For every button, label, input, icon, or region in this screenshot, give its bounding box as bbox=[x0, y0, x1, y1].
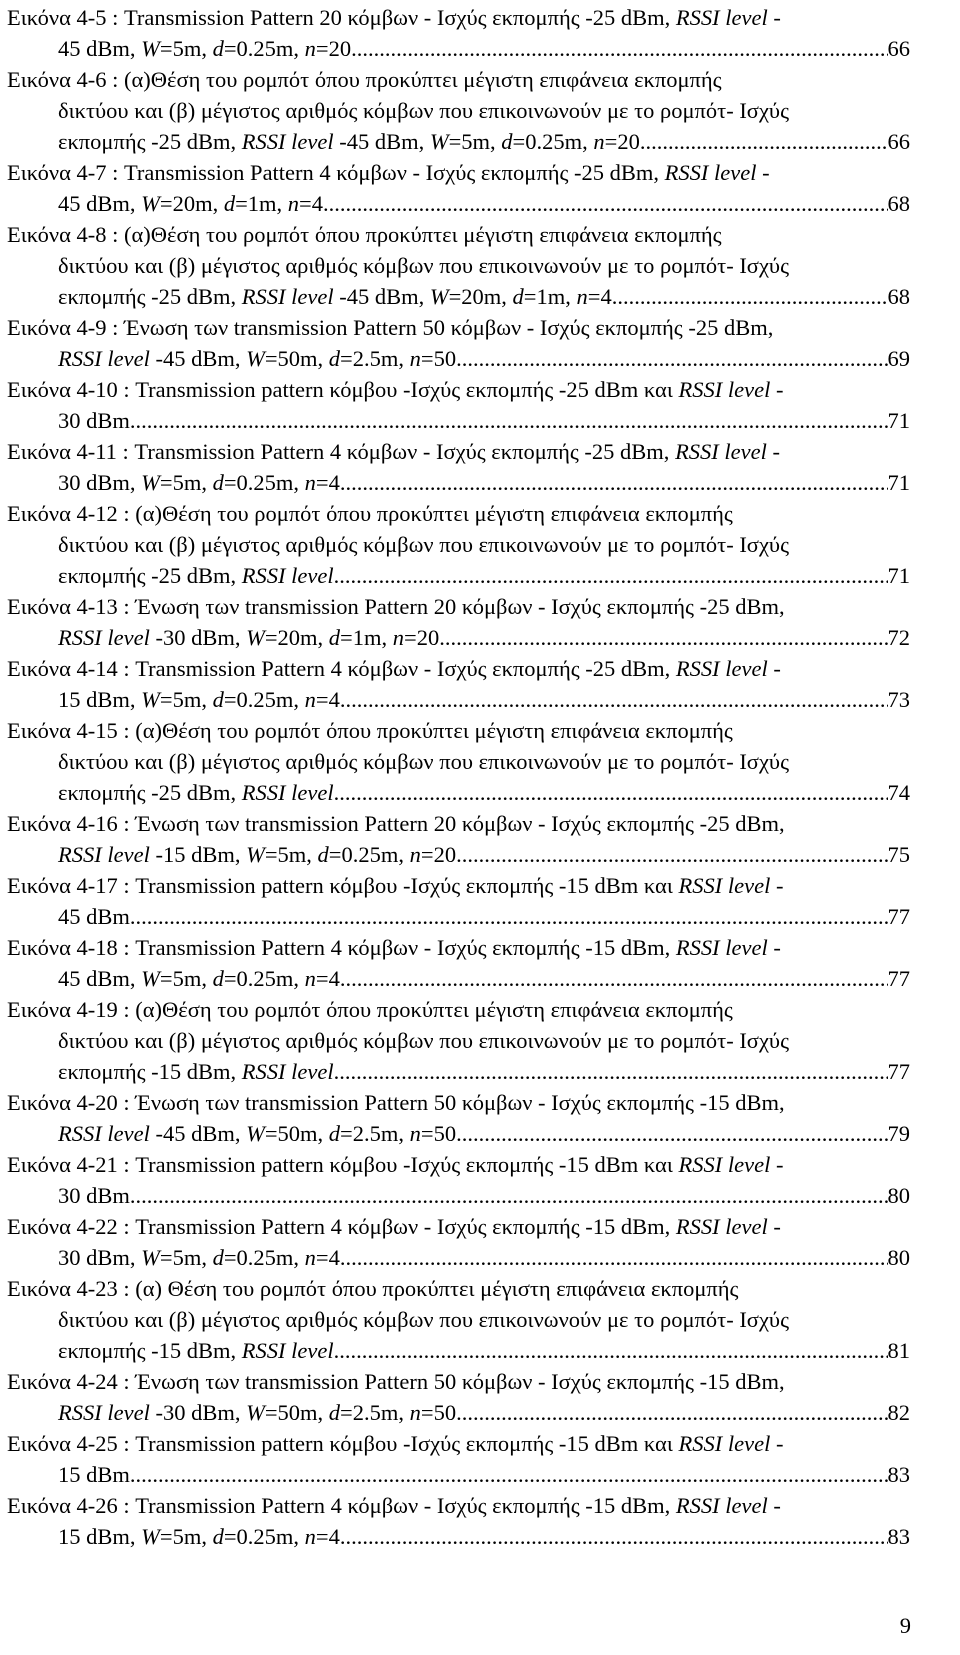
toc-page-number: 66 bbox=[887, 36, 910, 61]
toc-entry[interactable] bbox=[7, 1273, 910, 1366]
dot-leader bbox=[640, 126, 888, 157]
toc-page-number: 71 bbox=[887, 563, 910, 588]
toc-entry-line bbox=[7, 1180, 910, 1211]
toc-entry-text: RSSI level -15 dBm, W=5m, d=0.25m, n=20 bbox=[58, 842, 457, 867]
toc-entry-line bbox=[7, 684, 910, 715]
toc-entry-line: Εικόνα 4-24 : Ένωση των transmission Pattern 50 κόμβων - Ισχύς εκπομπής -15 dBm, bbox=[7, 1369, 785, 1394]
toc-entry[interactable] bbox=[7, 498, 910, 591]
toc-entry-text: 30 dBm bbox=[58, 408, 130, 433]
toc-entry[interactable] bbox=[7, 157, 910, 219]
toc-entry-text: εκπομπής -25 dBm, RSSI level bbox=[58, 780, 334, 805]
dot-leader bbox=[456, 1397, 887, 1428]
toc-entry-line bbox=[7, 126, 910, 157]
toc-entry-line: δικτύου και (β) μέγιστος αριθμός κόμβων που επικοινωνούν με το ρομπότ- Ισχύς bbox=[58, 532, 789, 557]
toc-entry-line: δικτύου και (β) μέγιστος αριθμός κόμβων που επικοινωνούν με το ρομπότ- Ισχύς bbox=[58, 253, 789, 278]
toc-entry-line bbox=[7, 1242, 910, 1273]
toc-entry[interactable] bbox=[7, 808, 910, 870]
toc-entry-line: Εικόνα 4-7 : Transmission Pattern 4 κόμβων - Ισχύς εκπομπής -25 dBm, RSSI level - bbox=[7, 160, 770, 185]
toc-entry[interactable] bbox=[7, 2, 910, 64]
dot-leader bbox=[340, 1521, 888, 1552]
dot-leader bbox=[612, 281, 888, 312]
toc-entry-line bbox=[7, 281, 910, 312]
dot-leader bbox=[334, 1056, 888, 1087]
toc-entry-text: εκπομπής -15 dBm, RSSI level bbox=[58, 1059, 334, 1084]
toc-page-number: 75 bbox=[887, 842, 910, 867]
toc-entry-line: Εικόνα 4-18 : Transmission Pattern 4 κόμβων - Ισχύς εκπομπής -15 dBm, RSSI level - bbox=[7, 935, 781, 960]
toc-entry[interactable] bbox=[7, 715, 910, 808]
toc-entry-line bbox=[7, 1335, 910, 1366]
toc-entry[interactable] bbox=[7, 1211, 910, 1273]
toc-entry-line: Εικόνα 4-15 : (α)Θέση του ρομπότ όπου προκύπτει μέγιστη επιφάνεια εκπομπής bbox=[7, 718, 733, 743]
toc-entry-line bbox=[7, 1459, 910, 1490]
dot-leader bbox=[439, 622, 887, 653]
toc-page-number: 77 bbox=[887, 966, 910, 991]
dot-leader bbox=[456, 839, 887, 870]
toc-entry[interactable] bbox=[7, 932, 910, 994]
toc-page-number: 83 bbox=[887, 1524, 910, 1549]
toc-entry-line bbox=[7, 1397, 910, 1428]
toc-entry[interactable] bbox=[7, 219, 910, 312]
dot-leader bbox=[340, 467, 888, 498]
toc-entry-text: 30 dBm, W=5m, d=0.25m, n=4 bbox=[58, 470, 340, 495]
toc-entry-line: Εικόνα 4-14 : Transmission Pattern 4 κόμβων - Ισχύς εκπομπής -25 dBm, RSSI level - bbox=[7, 656, 781, 681]
toc-entry-text: 30 dBm bbox=[58, 1183, 130, 1208]
toc-entry-line: Εικόνα 4-19 : (α)Θέση του ρομπότ όπου προκύπτει μέγιστη επιφάνεια εκπομπής bbox=[7, 997, 733, 1022]
toc-page-number: 80 bbox=[887, 1183, 910, 1208]
dot-leader bbox=[323, 188, 888, 219]
toc-entry-line bbox=[7, 33, 910, 64]
toc-entry-line: δικτύου και (β) μέγιστος αριθμός κόμβων που επικοινωνούν με το ρομπότ- Ισχύς bbox=[58, 98, 789, 123]
toc-entry-line bbox=[7, 560, 910, 591]
toc-entry[interactable] bbox=[7, 436, 910, 498]
toc-entry-text: εκπομπής -25 dBm, RSSI level -45 dBm, W=5m, d=0.25m, n=20 bbox=[58, 129, 640, 154]
toc-entry-text: RSSI level -30 dBm, W=20m, d=1m, n=20 bbox=[58, 625, 440, 650]
toc-entry-text: 30 dBm, W=5m, d=0.25m, n=4 bbox=[58, 1245, 340, 1270]
toc-entry-text: RSSI level -45 dBm, W=50m, d=2.5m, n=50 bbox=[58, 346, 457, 371]
dot-leader bbox=[340, 1242, 888, 1273]
toc-entry-text: εκπομπής -25 dBm, RSSI level bbox=[58, 563, 334, 588]
toc-entry-line: Εικόνα 4-25 : Transmission pattern κόμβου -Ισχύς εκπομπής -15 dBm και RSSI level - bbox=[7, 1431, 784, 1456]
toc-page-number: 72 bbox=[887, 625, 910, 650]
toc-entry[interactable] bbox=[7, 591, 910, 653]
toc-entry-line: Εικόνα 4-21 : Transmission pattern κόμβου -Ισχύς εκπομπής -15 dBm και RSSI level - bbox=[7, 1152, 784, 1177]
toc-entry-line: Εικόνα 4-9 : Ένωση των transmission Pattern 50 κόμβων - Ισχύς εκπομπής -25 dBm, bbox=[7, 315, 774, 340]
toc-page-number: 69 bbox=[887, 346, 910, 371]
toc-entry[interactable] bbox=[7, 870, 910, 932]
toc-entry-line: δικτύου και (β) μέγιστος αριθμός κόμβων που επικοινωνούν με το ρομπότ- Ισχύς bbox=[58, 1028, 789, 1053]
list-of-figures bbox=[7, 2, 910, 1552]
dot-leader bbox=[130, 1459, 888, 1490]
toc-entry-line: Εικόνα 4-8 : (α)Θέση του ρομπότ όπου προκύπτει μέγιστη επιφάνεια εκπομπής bbox=[7, 222, 722, 247]
toc-entry-line: Εικόνα 4-5 : Transmission Pattern 20 κόμβων - Ισχύς εκπομπής -25 dBm, RSSI level - bbox=[7, 5, 781, 30]
toc-entry-line bbox=[7, 188, 910, 219]
toc-entry-line: Εικόνα 4-12 : (α)Θέση του ρομπότ όπου προκύπτει μέγιστη επιφάνεια εκπομπής bbox=[7, 501, 733, 526]
dot-leader bbox=[456, 343, 887, 374]
toc-page-number: 71 bbox=[887, 408, 910, 433]
dot-leader bbox=[340, 963, 888, 994]
toc-entry[interactable] bbox=[7, 1428, 910, 1490]
toc-entry-text: RSSI level -45 dBm, W=50m, d=2.5m, n=50 bbox=[58, 1121, 457, 1146]
toc-page-number: 68 bbox=[887, 284, 910, 309]
toc-entry-text: 15 dBm, W=5m, d=0.25m, n=4 bbox=[58, 1524, 340, 1549]
toc-entry-text: 45 dBm, W=5m, d=0.25m, n=4 bbox=[58, 966, 340, 991]
toc-entry-line bbox=[7, 777, 910, 808]
dot-leader bbox=[334, 1335, 888, 1366]
toc-page-number: 81 bbox=[887, 1338, 910, 1363]
toc-entry-text: RSSI level -30 dBm, W=50m, d=2.5m, n=50 bbox=[58, 1400, 457, 1425]
toc-entry-line: δικτύου και (β) μέγιστος αριθμός κόμβων που επικοινωνούν με το ρομπότ- Ισχύς bbox=[58, 1307, 789, 1332]
dot-leader bbox=[334, 777, 888, 808]
toc-entry[interactable] bbox=[7, 312, 910, 374]
toc-entry[interactable] bbox=[7, 1149, 910, 1211]
toc-entry-line bbox=[7, 405, 910, 436]
toc-page-number: 77 bbox=[887, 1059, 910, 1084]
toc-page-number: 66 bbox=[887, 129, 910, 154]
toc-page-number: 80 bbox=[887, 1245, 910, 1270]
toc-page-number: 77 bbox=[887, 904, 910, 929]
toc-page-number: 82 bbox=[887, 1400, 910, 1425]
toc-entry-text: 45 dBm, W=20m, d=1m, n=4 bbox=[58, 191, 323, 216]
toc-entry-line: Εικόνα 4-26 : Transmission Pattern 4 κόμβων - Ισχύς εκπομπής -15 dBm, RSSI level - bbox=[7, 1493, 781, 1518]
dot-leader bbox=[351, 33, 887, 64]
toc-entry-line: Εικόνα 4-16 : Ένωση των transmission Pattern 20 κόμβων - Ισχύς εκπομπής -25 dBm, bbox=[7, 811, 785, 836]
toc-entry[interactable] bbox=[7, 1490, 910, 1552]
toc-entry-line bbox=[7, 901, 910, 932]
dot-leader bbox=[130, 901, 888, 932]
toc-entry-line bbox=[7, 622, 910, 653]
toc-entry[interactable] bbox=[7, 64, 910, 157]
toc-page-number: 74 bbox=[887, 780, 910, 805]
toc-entry-line: Εικόνα 4-20 : Ένωση των transmission Pattern 50 κόμβων - Ισχύς εκπομπής -15 dBm, bbox=[7, 1090, 785, 1115]
toc-page-number: 79 bbox=[887, 1121, 910, 1146]
toc-entry-line: Εικόνα 4-6 : (α)Θέση του ρομπότ όπου προκύπτει μέγιστη επιφάνεια εκπομπής bbox=[7, 67, 722, 92]
toc-entry[interactable] bbox=[7, 994, 910, 1087]
toc-entry-line bbox=[7, 343, 910, 374]
toc-entry-line: Εικόνα 4-23 : (α) Θέση του ρομπότ όπου προκύπτει μέγιστη επιφάνεια εκπομπής bbox=[7, 1276, 739, 1301]
toc-page-number: 68 bbox=[887, 191, 910, 216]
toc-entry-line: δικτύου και (β) μέγιστος αριθμός κόμβων που επικοινωνούν με το ρομπότ- Ισχύς bbox=[58, 749, 789, 774]
toc-entry-line: Εικόνα 4-11 : Transmission Pattern 4 κόμβων - Ισχύς εκπομπής -25 dBm, RSSI level - bbox=[7, 439, 781, 464]
toc-entry-line: Εικόνα 4-17 : Transmission pattern κόμβου -Ισχύς εκπομπής -15 dBm και RSSI level - bbox=[7, 873, 784, 898]
toc-entry-line bbox=[7, 467, 910, 498]
toc-entry-line: Εικόνα 4-10 : Transmission pattern κόμβου -Ισχύς εκπομπής -25 dBm και RSSI level - bbox=[7, 377, 784, 402]
toc-entry-text: 45 dBm bbox=[58, 904, 130, 929]
dot-leader bbox=[456, 1118, 887, 1149]
dot-leader bbox=[130, 405, 888, 436]
toc-page-number: 71 bbox=[887, 470, 910, 495]
toc-entry-line: Εικόνα 4-22 : Transmission Pattern 4 κόμβων - Ισχύς εκπομπής -15 dBm, RSSI level - bbox=[7, 1214, 781, 1239]
toc-entry-line bbox=[7, 1118, 910, 1149]
toc-entry-text: εκπομπής -25 dBm, RSSI level -45 dBm, W=20m, d=1m, n=4 bbox=[58, 284, 612, 309]
toc-page-number: 83 bbox=[887, 1462, 910, 1487]
toc-entry-text: εκπομπής -15 dBm, RSSI level bbox=[58, 1338, 334, 1363]
toc-entry-line bbox=[7, 839, 910, 870]
toc-entry[interactable] bbox=[7, 653, 910, 715]
toc-entry-line: Εικόνα 4-13 : Ένωση των transmission Pattern 20 κόμβων - Ισχύς εκπομπής -25 dBm, bbox=[7, 594, 785, 619]
dot-leader bbox=[340, 684, 888, 715]
toc-entry[interactable] bbox=[7, 1087, 910, 1149]
toc-entry-text: 15 dBm, W=5m, d=0.25m, n=4 bbox=[58, 687, 340, 712]
toc-entry-text: 15 dBm bbox=[58, 1462, 130, 1487]
toc-entry-text: 45 dBm, W=5m, d=0.25m, n=20 bbox=[58, 36, 352, 61]
toc-entry[interactable] bbox=[7, 374, 910, 436]
toc-page-number: 73 bbox=[887, 687, 910, 712]
page-number: 9 bbox=[899, 1613, 911, 1638]
toc-entry[interactable] bbox=[7, 1366, 910, 1428]
dot-leader bbox=[130, 1180, 888, 1211]
dot-leader bbox=[334, 560, 888, 591]
toc-entry-line bbox=[7, 963, 910, 994]
toc-entry-line bbox=[7, 1056, 910, 1087]
toc-entry-line bbox=[7, 1521, 910, 1552]
